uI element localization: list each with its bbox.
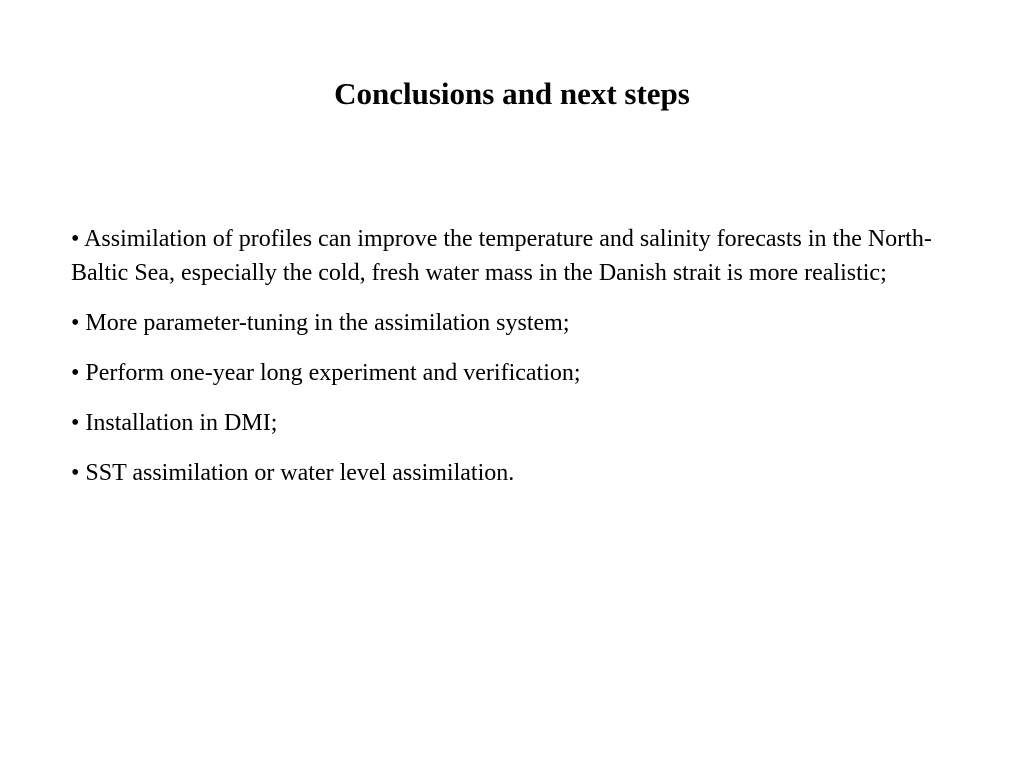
bullet-item-sst-water-level: • SST assimilation or water level assimilation. [71,460,515,486]
bullet-item-one-year-experiment: • Perform one-year long experiment and verification; [71,360,581,386]
bullet-list [71,222,976,506]
bullet-item-parameter-tuning: • More parameter-tuning in the assimilation system; [71,310,570,336]
bullet-item-profiles-assimilation: • Assimilation of profiles can improve the temperature and salinity forecasts in the North-Baltic Sea, especially the cold, fresh water mass in the Danish strait is more realistic; [71,226,932,286]
bullet-item-dmi-installation: • Installation in DMI; [71,410,278,436]
slide-title: Conclusions and next steps [334,76,690,111]
